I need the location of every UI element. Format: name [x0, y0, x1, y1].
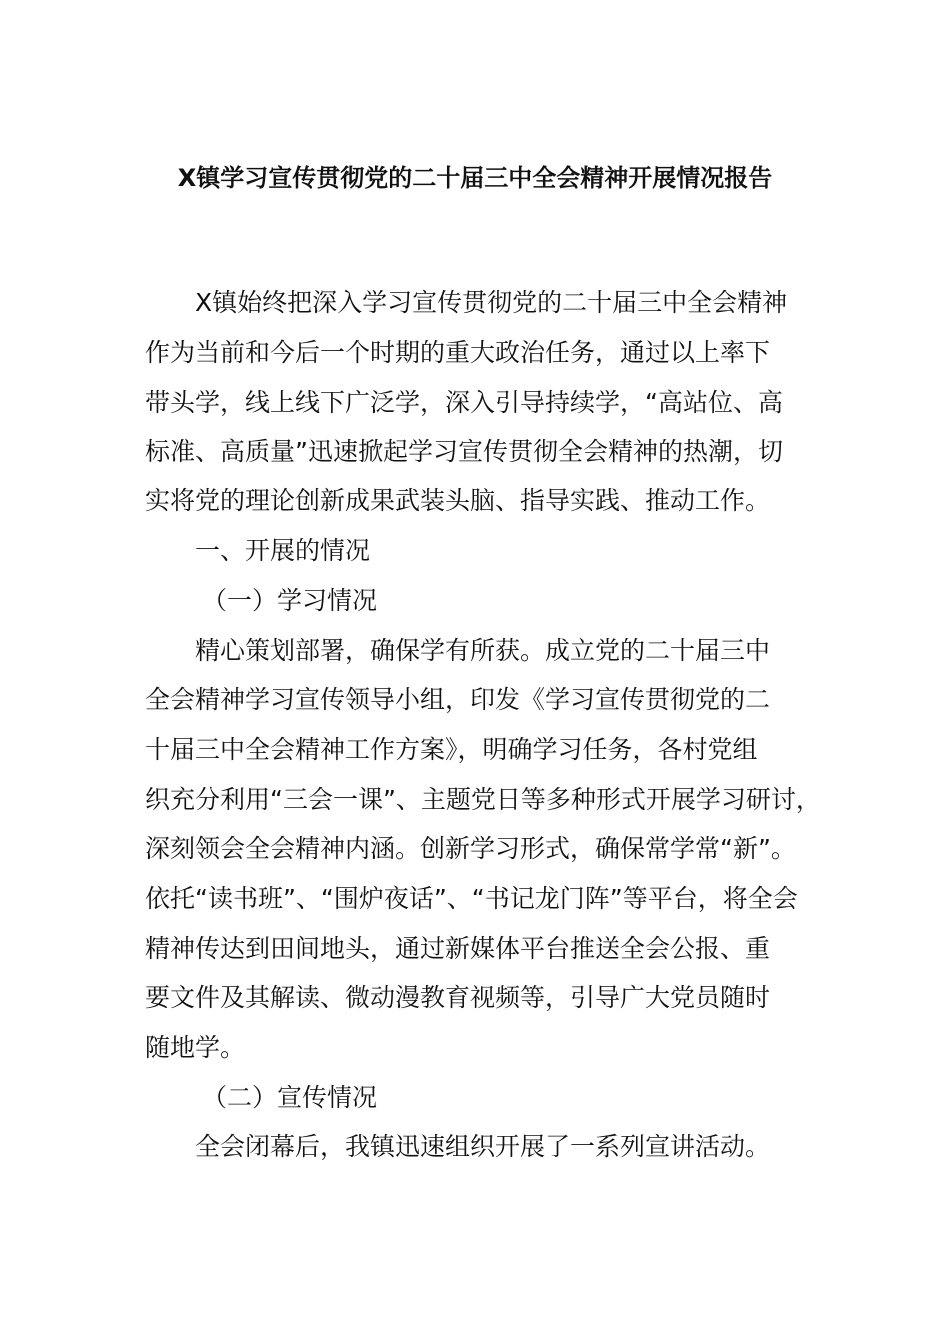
paragraph-line: 随地学。	[145, 1033, 246, 1062]
paragraph-line: 织充分利用“三会一课”、主题党日等多种形式开展学习研讨，	[145, 785, 821, 814]
paragraph-line: 精心策划部署，确保学有所获。成立党的二十届三中	[195, 636, 771, 665]
paragraph-line: 深刻领会全会精神内涵。创新学习形式，确保常学常“新”。	[145, 834, 796, 863]
document-title: X镇学习宣传贯彻党的二十届三中全会精神开展情况报告	[177, 164, 773, 192]
paragraph-line: 十届三中全会精神工作方案》，明确学习任务，各村党组	[145, 735, 758, 764]
paragraph-line: 实将党的理论创新成果武装头脑、指导实践、推动工作。	[145, 486, 771, 515]
subsection-heading: （二）宣传情况	[202, 1083, 378, 1112]
subsection-heading: （一）学习情况	[202, 586, 378, 615]
paragraph-line: 依托“读书班”、“围炉夜话”、“书记龙门阵”等平台，将全会	[145, 884, 798, 913]
paragraph-line: 作为当前和今后一个时期的重大政治任务，通过以上率下	[145, 338, 771, 367]
paragraph-line: 标准、高质量”迅速掀起学习宣传贯彻全会精神的热潮，切	[145, 437, 783, 466]
paragraph-line: 全会闭幕后，我镇迅速组织开展了一系列宣讲活动。	[195, 1132, 771, 1161]
section-heading: 一、开展的情况	[195, 536, 371, 565]
paragraph-line: 带头学，线上线下广泛学，深入引导持续学，“高站位、高	[145, 388, 783, 417]
paragraph-line: 全会精神学习宣传领导小组，印发《学习宣传贯彻党的二	[145, 685, 771, 714]
paragraph-line: 要文件及其解读、微动漫教育视频等，引导广大党员随时	[145, 983, 771, 1012]
paragraph-line: 精神传达到田间地头，通过新媒体平台推送全会公报、重	[145, 934, 771, 963]
paragraph-line: X镇始终把深入学习宣传贯彻党的二十届三中全会精神	[195, 288, 788, 317]
